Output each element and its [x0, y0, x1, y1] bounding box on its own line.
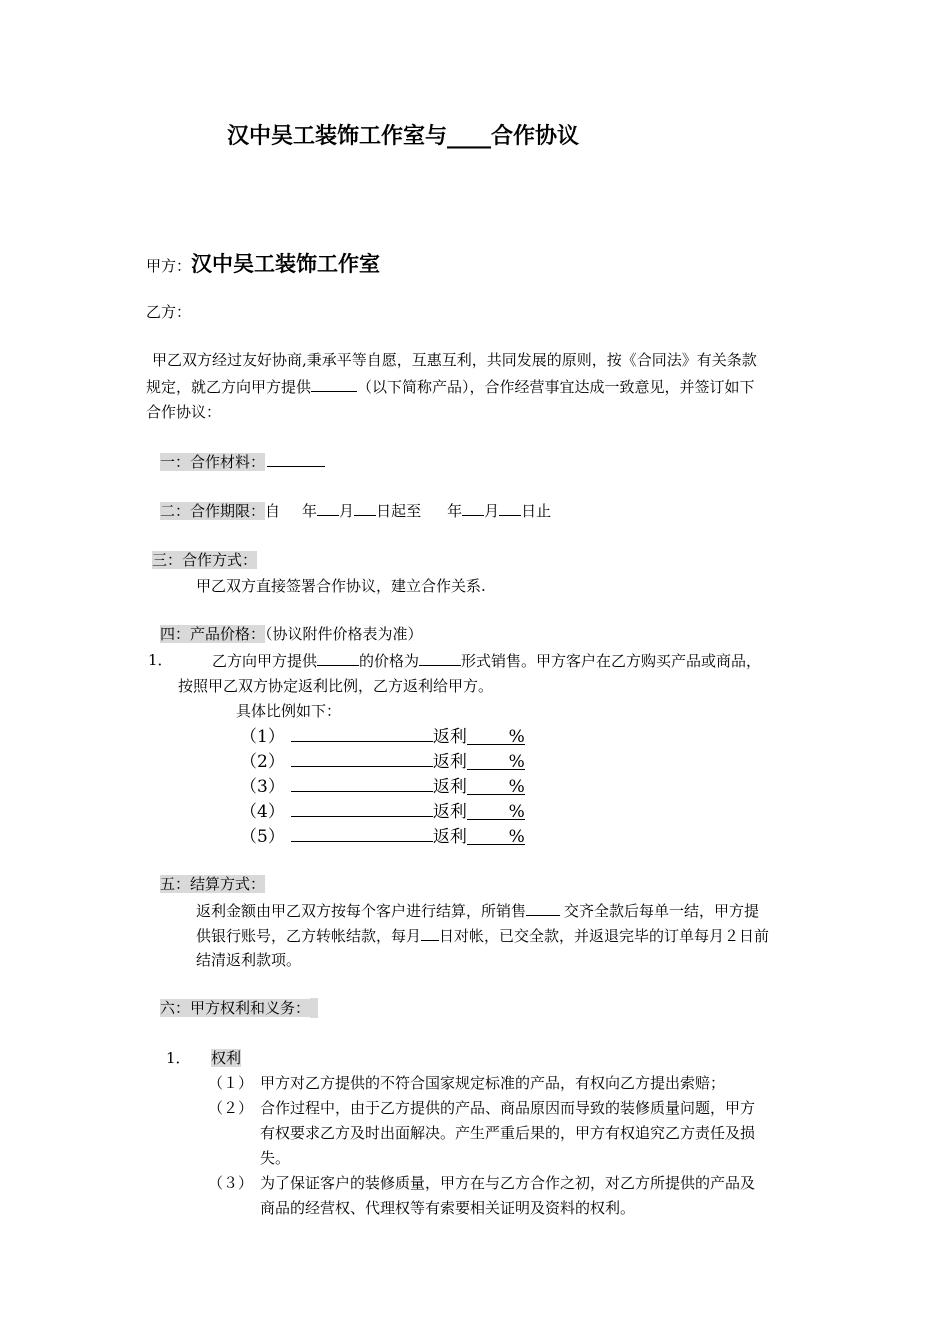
settlement-text-1b: 交齐全款后每单一结，甲方提: [564, 902, 760, 920]
price-form-blank: [419, 650, 461, 666]
section-5-line-2: [196, 925, 769, 946]
party-a-line: [146, 252, 380, 278]
party-b-label: 乙方：: [146, 303, 192, 321]
end-month-blank: [462, 500, 484, 516]
right-text: 有权要求乙方及时出面解决。产生严重后果的，甲方有权追究乙方责任及损: [260, 1124, 756, 1142]
right-text: 失。: [260, 1149, 291, 1167]
section-4-item-1-line-2: 按照甲乙双方协定返利比例，乙方返利给甲方。: [178, 677, 494, 695]
rebate-item-blank: [291, 773, 433, 792]
settlement-text-2a: 供银行账号，乙方转帐结款，每月: [196, 927, 422, 945]
period-month-1: 月: [339, 502, 355, 520]
right-text: 商品的经营权、代理权等有索要相关证明及资料的权利。: [260, 1199, 636, 1217]
price-product-blank: [317, 650, 359, 666]
sold-item-blank: [526, 900, 560, 916]
rebate-row-num: （4）: [240, 802, 285, 822]
percent-sign: %: [508, 727, 525, 747]
rebate-percent-field: [467, 726, 525, 745]
period-month-2: 月: [484, 502, 500, 520]
section-4-item-1-num: 1．: [148, 651, 173, 669]
section-3-text: 甲乙双方直接签署合作协议，建立合作关系.: [196, 577, 486, 595]
price-text-1: 乙方向甲方提供: [212, 652, 318, 670]
rebate-label: 返利: [432, 802, 467, 822]
party-a-name: 汉中吴工装饰工作室: [191, 251, 381, 276]
rebate-label: 返利: [432, 777, 467, 797]
rights-heading: [211, 1048, 241, 1068]
section-4-note: （协议附件价格表为准）: [265, 625, 423, 643]
section-6-label: 六：甲方权利和义务：: [160, 999, 311, 1017]
rebate-percent-field: [467, 801, 525, 820]
percent-sign: %: [508, 752, 525, 772]
start-month-blank: [317, 500, 339, 516]
section-4-item-1-line-1: [212, 650, 761, 671]
section-2-heading: 二：合作期限：: [160, 502, 266, 520]
rebate-row-num: （5）: [240, 827, 285, 847]
intro-line-2: [146, 376, 755, 397]
settlement-text-2b: 日对帐，已交全款，并返退完毕的订单每月２日前: [439, 927, 770, 945]
right-num: （１）: [208, 1074, 254, 1092]
section-6-item-num: 1．: [166, 1049, 191, 1067]
rebate-percent-field: [467, 776, 525, 795]
material-blank: [267, 451, 325, 467]
percent-sign: %: [508, 777, 525, 797]
rebate-row: [240, 823, 525, 848]
period-from: 自: [265, 502, 281, 520]
section-6-heading: [160, 998, 318, 1018]
party-a-label: 甲方：: [146, 257, 192, 275]
intro-line-1: 甲乙双方经过友好协商,秉承平等自愿，互惠互利，共同发展的原则，按《合同法》有关条款: [152, 351, 757, 369]
right-text: 甲方对乙方提供的不符合国家规定标准的产品，有权向乙方提出索赔；: [260, 1074, 726, 1092]
rebate-row-num: （1）: [240, 727, 285, 747]
period-end: 日止: [521, 502, 552, 520]
document-title: 汉中吴工装饰工作室与____合作协议: [227, 123, 580, 149]
intro-line-3: 合作协议：: [146, 403, 222, 421]
right-num: （３）: [208, 1174, 254, 1192]
reconcile-day-blank: [421, 925, 439, 941]
period-year-2: 年: [447, 502, 463, 520]
price-text-3: 形式销售。甲方客户在乙方购买产品或商品，: [461, 652, 762, 670]
start-day-blank: [354, 500, 376, 516]
section-4-heading: 四：产品价格：: [160, 625, 266, 643]
rebate-label: 返利: [432, 827, 467, 847]
end-day-blank: [499, 500, 521, 516]
price-text-2: 的价格为: [359, 652, 420, 670]
section-5-line-3: 结清返利款项。: [196, 951, 302, 969]
period-start-end: 日起至: [376, 502, 422, 520]
rebate-item-blank: [291, 748, 433, 767]
section-5-line-1: [196, 900, 759, 921]
intro-line-2a: 规定，就乙方向甲方提供: [146, 378, 312, 396]
rebate-item-blank: [291, 823, 433, 842]
section-5-label: 五：结算方式：: [160, 875, 266, 893]
rebate-item-blank: [291, 798, 433, 817]
rebate-label: 返利: [432, 752, 467, 772]
rebate-row-num: （2）: [240, 752, 285, 772]
section-1: [160, 451, 325, 472]
product-blank: [311, 376, 357, 392]
section-4: [160, 624, 423, 644]
right-text: 为了保证客户的装修质量，甲方在与乙方合作之初，对乙方所提供的产品及: [260, 1174, 756, 1192]
section-2: [160, 500, 551, 521]
ratio-intro: 具体比例如下：: [236, 702, 342, 720]
right-text: 合作过程中，由于乙方提供的产品、商品原因而导致的装修质量问题，甲方: [260, 1099, 756, 1117]
rebate-item-blank: [291, 723, 433, 742]
rebate-row: [240, 748, 525, 773]
rebate-row: [240, 798, 525, 823]
rebate-percent-field: [467, 826, 525, 845]
intro-line-2b: （以下简称产品），合作经营事宜达成一致意见，并签订如下: [357, 378, 755, 396]
right-num: （２）: [208, 1099, 254, 1117]
rebate-row: [240, 773, 525, 798]
period-year-1: 年: [302, 502, 318, 520]
section-1-heading: 一：合作材料：: [160, 453, 266, 471]
rebate-label: 返利: [432, 727, 467, 747]
rebate-row: [240, 723, 525, 748]
section-3-heading: [152, 550, 257, 570]
rebate-row-num: （3）: [240, 777, 285, 797]
settlement-text-1a: 返利金额由甲乙双方按每个客户进行结算，所销售: [196, 902, 527, 920]
rights-label: 权利: [211, 1049, 242, 1067]
rebate-percent-field: [467, 751, 525, 770]
section-3-label: 三：合作方式：: [152, 551, 258, 569]
percent-sign: %: [508, 802, 525, 822]
section-5-heading: [160, 874, 265, 894]
percent-sign: %: [508, 827, 525, 847]
